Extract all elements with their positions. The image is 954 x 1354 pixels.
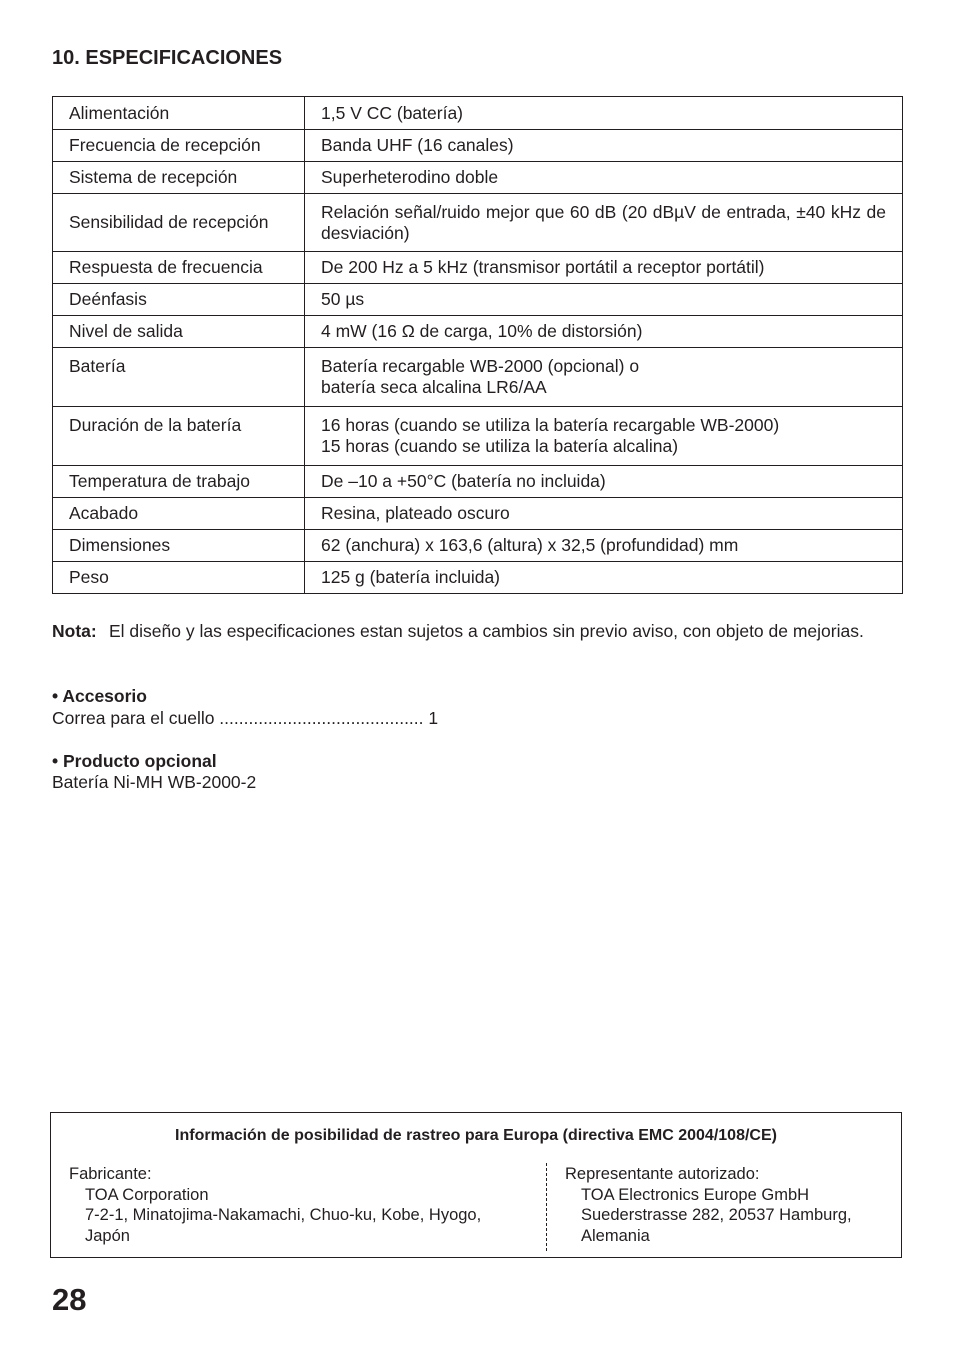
table-row <box>53 130 903 162</box>
note-text: El diseño y las especificaciones estan sujetos a cambios sin previo aviso, con objeto de mejorias. <box>109 621 864 641</box>
spec-label: Acabado <box>53 498 305 530</box>
table-row <box>53 562 903 594</box>
manufacturer-info <box>69 1164 529 1246</box>
table-row <box>53 498 903 530</box>
table-row <box>53 284 903 316</box>
accessory-item: Correa para el cuello .......................................... 1 <box>52 708 439 728</box>
optional-product-heading: • Producto opcional <box>52 751 217 771</box>
table-row <box>53 97 903 130</box>
page-number: 28 <box>52 1282 87 1317</box>
spec-label: Batería <box>53 348 305 407</box>
accessory-heading: • Accesorio <box>52 686 147 706</box>
representative-info <box>565 1164 895 1246</box>
note-label: Nota: <box>52 621 97 641</box>
spec-value: 62 (anchura) x 163,6 (altura) x 32,5 (profundidad) mm <box>305 530 903 562</box>
spec-value: 1,5 V CC (batería) <box>305 97 903 130</box>
spec-value <box>305 348 903 407</box>
manufacturer-label: Fabricante: <box>69 1165 152 1183</box>
spec-value-line: batería seca alcalina LR6/AA <box>321 377 547 397</box>
spec-value-line: Batería recargable WB-2000 (opcional) o <box>321 356 640 376</box>
spec-label: Peso <box>53 562 305 594</box>
spec-value: 4 mW (16 Ω de carga, 10% de distorsión) <box>305 316 903 348</box>
representative-label: Representante autorizado: <box>565 1165 760 1183</box>
spec-value: Superheterodino doble <box>305 162 903 194</box>
spec-value <box>305 407 903 466</box>
spec-value: De 200 Hz a 5 kHz (transmisor portátil a receptor portátil) <box>305 252 903 284</box>
traceability-box <box>50 1112 902 1258</box>
specifications-table <box>52 96 903 594</box>
representative-line: Alemania <box>581 1226 650 1245</box>
spec-label: Temperatura de trabajo <box>53 466 305 498</box>
table-row <box>53 466 903 498</box>
optional-product-item: Batería Ni-MH WB-2000-2 <box>52 772 257 792</box>
manufacturer-line: 7-2-1, Minatojima-Nakamachi, Chuo-ku, Kobe, Hyogo, <box>85 1206 482 1224</box>
spec-value-line: 16 horas (cuando se utiliza la batería recargable WB-2000) <box>321 415 780 435</box>
table-row <box>53 407 903 466</box>
spec-value: 50 µs <box>305 284 903 316</box>
table-row <box>53 348 903 407</box>
spec-value: 125 g (batería incluida) <box>305 562 903 594</box>
spec-value: Banda UHF (16 canales) <box>305 130 903 162</box>
spec-value: Relación señal/ruido mejor que 60 dB (20 dBµV de entrada, ±40 kHz de desviación) <box>305 194 903 252</box>
spec-label: Sensibilidad de recepción <box>53 194 305 252</box>
spec-label: Respuesta de frecuencia <box>53 252 305 284</box>
table-row <box>53 316 903 348</box>
spec-value-line: 15 horas (cuando se utiliza la batería alcalina) <box>321 436 679 456</box>
manufacturer-line: TOA Corporation <box>85 1185 209 1204</box>
table-row <box>53 252 903 284</box>
spec-label: Duración de la batería <box>53 407 305 466</box>
spec-label: Dimensiones <box>53 530 305 562</box>
spec-label: Frecuencia de recepción <box>53 130 305 162</box>
representative-line: TOA Electronics Europe GmbH <box>581 1185 810 1204</box>
table-row <box>53 162 903 194</box>
section-title: 10. ESPECIFICACIONES <box>52 47 283 69</box>
traceability-title: Información de posibilidad de rastreo para Europa (directiva EMC 2004/108/CE) <box>175 1127 777 1144</box>
spec-label: Nivel de salida <box>53 316 305 348</box>
table-row <box>53 530 903 562</box>
spec-label: Sistema de recepción <box>53 162 305 194</box>
table-row <box>53 194 903 252</box>
manufacturer-line: Japón <box>85 1226 130 1245</box>
representative-line: Suederstrasse 282, 20537 Hamburg, <box>581 1206 852 1224</box>
spec-label: Alimentación <box>53 97 305 130</box>
spec-value: De –10 a +50°C (batería no incluida) <box>305 466 903 498</box>
dashed-divider <box>546 1163 547 1251</box>
spec-value: Resina, plateado oscuro <box>305 498 903 530</box>
spec-label: Deénfasis <box>53 284 305 316</box>
note <box>52 620 903 642</box>
